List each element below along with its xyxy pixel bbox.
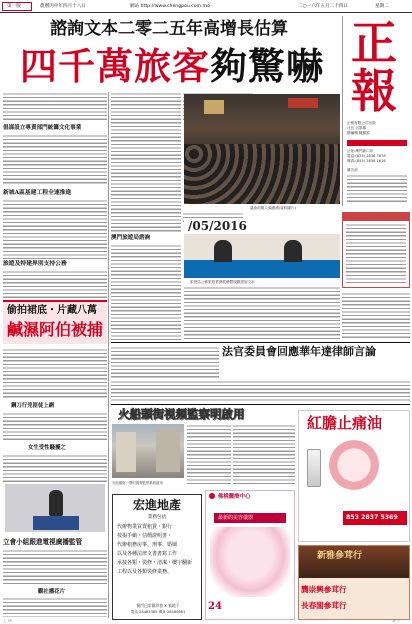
headline-red-part: 四千萬旅客: [20, 44, 210, 88]
section-divider: [111, 404, 410, 405]
clinic-logo-icon: [209, 493, 215, 499]
left-text-4: [3, 270, 107, 298]
feature-box: [3, 300, 107, 344]
conference-photo-caption: 旅遊局公佈旅遊業發展總體規劃諮詢文本: [190, 280, 255, 284]
right-text-1: [342, 292, 410, 340]
clinic-ad-title: 佛桃醫療中心: [218, 494, 251, 500]
website-text: 網站 http://www.chengpou.com.mo: [130, 4, 210, 9]
issue-date: 二○一六年五月二十四日: [298, 4, 348, 9]
street-photo: [112, 424, 184, 478]
realty-service-line: 承接各類・裝修・清潔・樓宇翻新: [117, 560, 193, 566]
masthead-char-2: 報: [351, 66, 397, 116]
realty-ad[interactable]: [112, 494, 202, 620]
address-line: 傳真:(853) 2836 1616: [347, 159, 386, 163]
ginseng-shop-name: 新雅參茸行: [317, 551, 363, 561]
footer-right: 3P 下: [392, 619, 401, 623]
address-line: 電話:(853) 2836 7878: [347, 154, 386, 158]
clinic-ad[interactable]: [205, 490, 295, 620]
realty-ad-title: 宏進地產: [132, 498, 181, 512]
publisher-line: 社長 呂厚鎮: [347, 126, 367, 130]
law-text-2: [111, 380, 410, 402]
fire-text-1: [187, 424, 231, 486]
conference-photo: [184, 218, 340, 278]
statue-photo: [5, 484, 105, 532]
masthead-red-band: [347, 140, 407, 146]
conference-table: [184, 260, 340, 278]
lead-text-3: [111, 244, 181, 340]
address-line: 社址:澳門新口岸: [347, 149, 374, 153]
ginseng-ad[interactable]: [298, 545, 410, 620]
stats-box-header: [343, 213, 409, 221]
oil-ad[interactable]: [298, 410, 410, 542]
clinic-ad-tagline: 最新的美容儀器: [218, 515, 254, 521]
fire-text-2: [233, 424, 295, 486]
realty-ad-subtitle: 業務包括: [147, 515, 167, 520]
fire-headline: 火船頭街視頻監察明啟用: [118, 407, 245, 421]
weekday: 星期二: [375, 4, 389, 9]
stats-box: [342, 212, 410, 288]
crowd-people: [184, 144, 340, 204]
crowd-sign: [204, 100, 224, 114]
stats-box-text: [346, 223, 406, 285]
left-headline-5: 女生受性騷擾之: [28, 445, 66, 451]
left-text-2: [3, 134, 107, 186]
left-headline-3: 旅遊及特建界別支持公務: [3, 261, 67, 267]
crowd-photo-caption: 議會前街人頭湧湧(資料圖片): [250, 206, 296, 210]
headline-black-part: 夠驚嚇: [210, 44, 324, 88]
clinic-ad-number: 24: [208, 601, 222, 612]
masthead-info-block: [347, 174, 407, 204]
left-text-3: [3, 199, 107, 259]
crowd-sign: [288, 98, 318, 108]
column-divider: [108, 92, 109, 618]
statue-figure: [49, 490, 63, 516]
clinic-ad-image: [210, 527, 290, 597]
speaker-1: [214, 240, 232, 262]
masthead-char-1: 正: [351, 18, 397, 68]
oil-ad-image: [319, 437, 389, 507]
street-photo-caption: 火船頭街一帶的視頻監察系統啟用: [112, 481, 163, 485]
feature-heading-big: 鹹濕阿伯被捕: [7, 320, 104, 339]
masthead-address: [347, 149, 409, 164]
left-text-1: [3, 92, 107, 122]
crowd-photo: [184, 94, 340, 204]
feature-heading-small: 偷拍裙底・片藏八萬: [7, 305, 97, 316]
realty-ad-phone: 電話:28483389 傳真:28480681: [130, 610, 186, 614]
lead-headline: [20, 43, 340, 89]
left-text-5: [3, 348, 107, 400]
ginseng-branch-1: 龔崇興參茸行: [301, 585, 347, 594]
oil-bottle-icon: [307, 449, 321, 487]
masthead: [342, 16, 410, 206]
page-label: 第一版: [7, 4, 21, 9]
left-headline-4: 鋼刀行兇匪徒上網: [11, 403, 55, 409]
realty-ad-address: 澳門巴掌圍斜巷 X 號地下: [136, 603, 180, 608]
publisher-line: 總編輯 陳錦源: [347, 131, 370, 135]
law-text-1: [111, 346, 219, 378]
left-text-8: [3, 549, 107, 585]
lead-text-1: [111, 92, 181, 232]
realty-service-line: 代辦租務房事、刑事、婚姻: [117, 542, 178, 548]
masthead-publisher: [347, 121, 409, 136]
realty-service-line: 代辦物業買賣租賃・銀行: [117, 524, 173, 530]
realty-service-line: 按揭手續・估價證明書・: [117, 533, 173, 539]
realty-service-line: 工程以及各類裝修業務。: [117, 569, 173, 575]
footer-left: 上 3P: [3, 619, 12, 623]
speaker-2: [284, 240, 302, 262]
left-text-7: [3, 454, 107, 482]
oil-ad-hotline: 853 2837 5369: [346, 514, 398, 521]
street-building: [156, 428, 180, 472]
publisher-line: 正報有限公司出版: [347, 121, 376, 125]
statue-plinth: [33, 516, 79, 530]
left-column: [3, 92, 107, 618]
lead-subhead-2: 澳門旅遊局諮詢: [111, 235, 151, 241]
ginseng-branch-2: 長春閣參茸行: [301, 601, 347, 610]
left-headline-2: 新城A區基建工程全速推進: [3, 190, 72, 196]
left-text-9: [3, 597, 107, 617]
left-headline-1: 倡謀設立專責部門統籌文化事業: [3, 125, 82, 131]
realty-ad-services: [117, 523, 201, 577]
left-text-6: [3, 412, 107, 442]
left-headline-7: 觀社播花片: [38, 589, 65, 595]
conference-banner-text: /05/2016: [188, 219, 247, 233]
street-building: [116, 432, 136, 472]
lead-text-5: [184, 286, 340, 340]
realty-service-line: 以及各種法律文書書寫工作: [117, 551, 178, 557]
lunar-date: 農曆丙申年四月十八日: [40, 4, 86, 9]
lead-kicker: 諮詢文本二零二五年高增長估算: [50, 19, 288, 39]
ad-phone-label: 廣告部: [347, 168, 358, 172]
header-bar: [0, 0, 412, 13]
law-headline: 法官委員會回應華年達律師言論: [222, 345, 376, 358]
section-divider: [111, 342, 410, 343]
left-headline-6: 立會小組跟進電視廣播監管: [3, 538, 83, 546]
oil-ad-title: 紅膽止痛油: [307, 414, 383, 432]
